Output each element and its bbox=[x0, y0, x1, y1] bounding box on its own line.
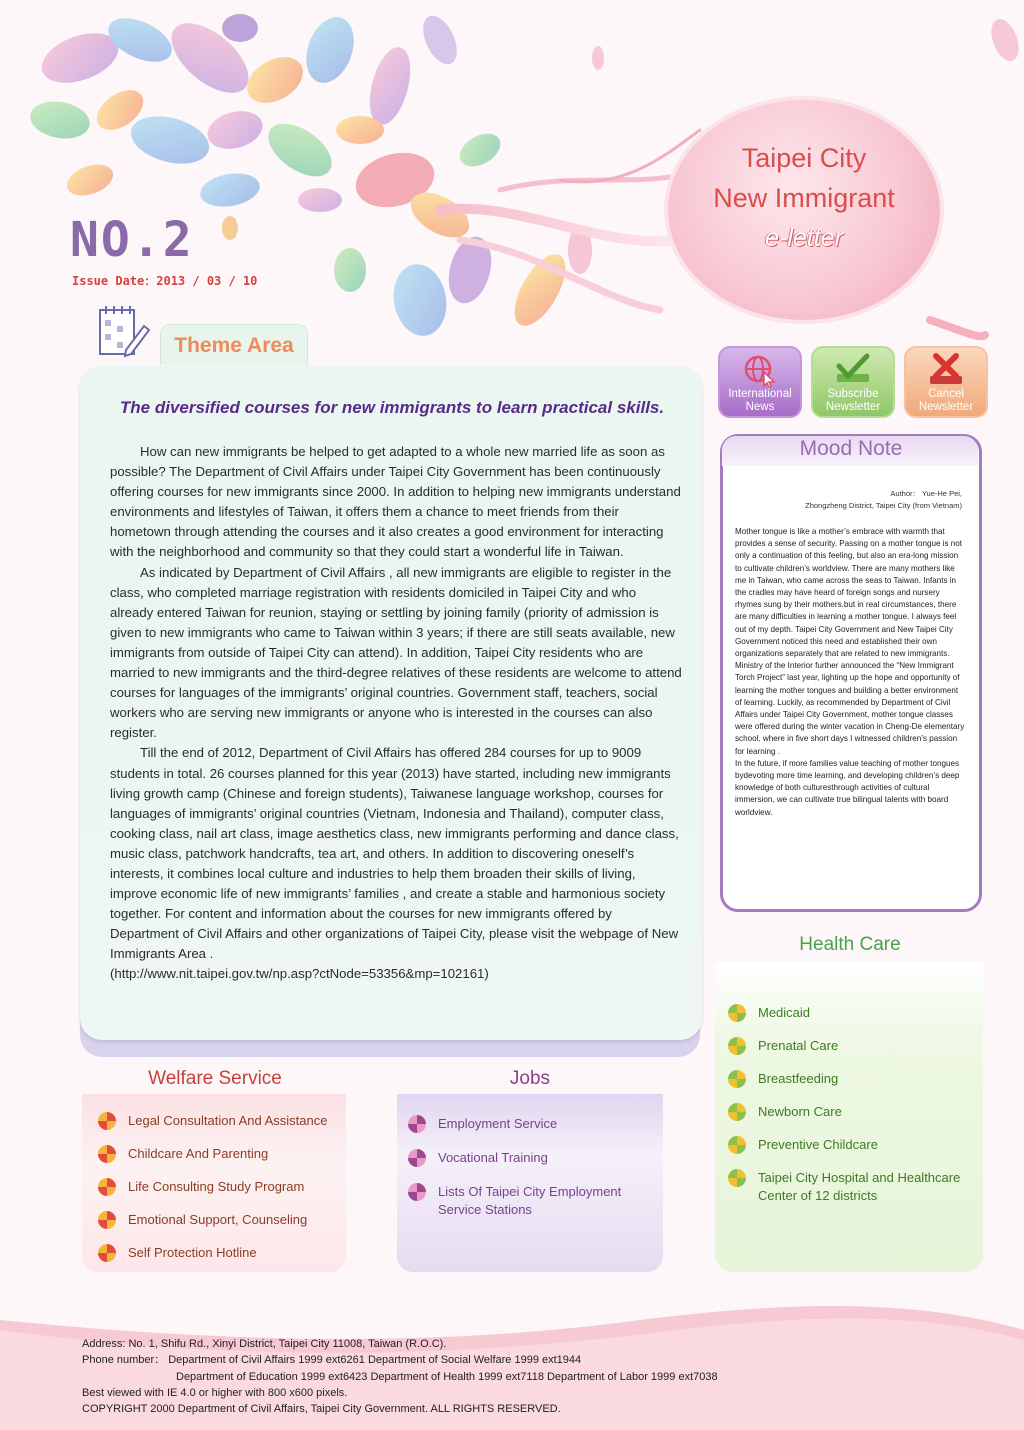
link-label: Prenatal Care bbox=[758, 1038, 839, 1053]
bullet-icon bbox=[98, 1211, 116, 1229]
link-label: Life Consulting Study Program bbox=[128, 1179, 305, 1194]
bullet-icon bbox=[98, 1112, 116, 1130]
cancel-newsletter-button[interactable] bbox=[904, 346, 988, 418]
jobs-title: Jobs bbox=[509, 1068, 551, 1089]
author-line: Author： Yue-He Pei, bbox=[890, 489, 962, 498]
welfare-link-childcare[interactable] bbox=[98, 1145, 346, 1163]
bullet-icon bbox=[728, 1037, 746, 1055]
bullet-icon bbox=[408, 1149, 426, 1167]
bullet-icon bbox=[98, 1145, 116, 1163]
footer-address: Address: No. 1, Shifu Rd., Xinyi District, Taipei City 11008, Taiwan (R.O.C). bbox=[82, 1338, 447, 1350]
welfare-service-title: Welfare Service bbox=[148, 1068, 282, 1089]
cross-icon bbox=[926, 352, 966, 388]
check-icon bbox=[833, 352, 873, 388]
link-label: Preventive Childcare bbox=[758, 1137, 878, 1152]
mood-note-text bbox=[735, 526, 967, 819]
footer-browser-note: Best viewed with IE 4.0 or higher with 800 x600 pixels. bbox=[82, 1386, 348, 1399]
button-label: Newsletter bbox=[825, 401, 881, 413]
health-link-medicaid[interactable] bbox=[728, 1004, 980, 1022]
issue-date: Issue Date：2013 / 03 / 10 bbox=[72, 274, 258, 288]
author-line: Zhongzheng District, Taipei City (from Vietnam) bbox=[805, 501, 962, 510]
bullet-icon bbox=[408, 1183, 426, 1201]
link-label: Breastfeeding bbox=[758, 1071, 839, 1086]
notepad-pencil-icon bbox=[98, 304, 150, 358]
button-label: International bbox=[728, 388, 792, 400]
health-link-newborn[interactable] bbox=[728, 1103, 980, 1121]
link-label: Childcare And Parenting bbox=[128, 1146, 269, 1161]
issue-number: NO.2 bbox=[70, 212, 194, 268]
newsletter-title-badge bbox=[668, 100, 940, 320]
article-paragraph: As indicated by Department of Civil Affairs , all new immigrants are eligible to register in the class, who completed marriage registration with residents domiciled in Taipei City and who already entered Taiwan for reunion, staying or settling by joining family (priority of admission is given to new immigrants who came to Taiwan within 3 years; if there are still seats available, new immigrants from outside of Taipei City can attend). In addition, Taipei City residents who are married to new immigrants and the third-degree relatives of these residents are welcome to attend courses for languages of the immigrants’ original countries. Government staff, teachers, social workers who are serving new immigrants or anyone who is interested in the courses can also register. bbox=[110, 564, 682, 741]
title-line-1: Taipei City bbox=[741, 143, 867, 173]
title-line-3: e-letter bbox=[765, 224, 843, 252]
footer-phone: Department of Education 1999 ext6423 Department of Health 1999 ext7118 Department of Labor 1999 ext7038 bbox=[176, 1370, 718, 1383]
health-link-prenatal[interactable] bbox=[728, 1037, 980, 1055]
health-care-title: Health Care bbox=[799, 934, 901, 955]
health-care-list bbox=[728, 1004, 980, 1220]
bullet-icon bbox=[728, 1169, 746, 1187]
jobs-link-employment[interactable] bbox=[408, 1115, 658, 1133]
link-label: Self Protection Hotline bbox=[128, 1245, 257, 1260]
link-label: Vocational Training bbox=[438, 1150, 548, 1165]
jobs-link-vocational[interactable] bbox=[408, 1149, 658, 1167]
footer-phone: Phone number： Department of Civil Affairs 1999 ext6261 Department of Social Welfare 1999 ext1944 bbox=[82, 1354, 582, 1367]
bullet-icon bbox=[728, 1103, 746, 1121]
article-body bbox=[110, 442, 682, 985]
button-label: Newsletter bbox=[918, 401, 974, 413]
bullet-icon bbox=[408, 1115, 426, 1133]
link-label: Emotional Support, Counseling bbox=[128, 1212, 308, 1227]
mood-note-author bbox=[736, 488, 962, 512]
link-label: Medicaid bbox=[758, 1005, 811, 1020]
link-label: Newborn Care bbox=[758, 1104, 842, 1119]
link-label: Legal Consultation And Assistance bbox=[128, 1113, 328, 1128]
health-link-breastfeeding[interactable] bbox=[728, 1070, 980, 1088]
article-paragraph: Till the end of 2012, Department of Civil Affairs has offered 284 courses for up to 9009 students in total. 26 courses planned for this year (2013) have started, including new immigrants living growth camp (Chinese and foreign students), Taiwanese language workshop, courses for languages of immigrants’ original countries (Vietnam, Indonesia and Thailand), computer class, cooking class, nail art class, image aesthetics class, new immigrants performing and dance class, music class, patchwork handcrafts, tea art, and others. In addition to discovering oneself’s interests, it combines local culture and industries to help them broaden their skills of living, improve economic life of new immigrants’ families , and create a stable and harmonious society together. For content and information about the courses for new immigrants offered by Department of Civil Affairs and other organizations of Taipei City, please visit the webpage of New Immigrants Area . bbox=[110, 745, 679, 962]
article-headline: The diversified courses for new immigrants to learn practical skills. bbox=[119, 398, 665, 417]
mood-paragraph: In the future, if more families value teaching of mother tongues bydevoting more time learning, and developing children’s deep knowledge of both culturesthrough activities of cultural immersion, we can cultivate true bilingual talents with board worldview. bbox=[735, 758, 960, 817]
link-label: Taipei City Hospital and Healthcare Center of 12 districts bbox=[758, 1170, 961, 1203]
jobs-list bbox=[408, 1115, 658, 1235]
footer-info bbox=[82, 1336, 982, 1417]
mood-paragraph: Mother tongue is like a mother’s embrace with warmth that provides a sense of security. Passing on a mother tongue is not only a continuation of this feeling, but also an era-long mission to cultivate children’s worldview. There are many mothers like me in Taiwan, who came across the seas to Taiwan. Infants in the cradles may have heard of foreign songs and nursery rhymes sung by their mothers.but in real circumstances, there are many difficulties in learning a mother tongue. I always feel out of my depth. Taipei City Government and New Taipei City Government noticed this need and established their own organizations separately that are related to new immigrants. Ministry of the Interior further announced the “New Immigrant Torch Project” last year, lighting up the hope and opportunity of learning the mother tongues and building a better environment of learning. Luckily, as recommended by Department of Civil Affairs under Taipei City Government, mother tongue classes were offered during the winter vacation in Cheng-De elementary school, where in five short days I witnessed children’s passion for learning . bbox=[735, 527, 965, 756]
link-label: Lists Of Taipei City Employment Service Stations bbox=[438, 1184, 622, 1217]
mood-note-title: Mood Note bbox=[799, 437, 903, 460]
subscribe-newsletter-button[interactable] bbox=[811, 346, 895, 418]
title-line-2: New Immigrant bbox=[713, 183, 895, 213]
button-label: Cancel bbox=[928, 388, 964, 400]
link-label: Employment Service bbox=[438, 1116, 558, 1131]
button-label: News bbox=[745, 401, 775, 413]
globe-cursor-icon bbox=[740, 352, 780, 388]
international-news-button[interactable] bbox=[718, 346, 802, 418]
bullet-icon bbox=[728, 1070, 746, 1088]
bullet-icon bbox=[98, 1244, 116, 1262]
health-link-preventive[interactable] bbox=[728, 1136, 980, 1154]
welfare-link-legal[interactable] bbox=[98, 1112, 346, 1130]
jobs-link-stations[interactable] bbox=[408, 1183, 658, 1219]
welfare-link-hotline[interactable] bbox=[98, 1244, 346, 1262]
article-paragraph: How can new immigrants be helped to get adapted to a whole new married life as soon as possible? The Department of Civil Affairs under Taipei City Government has been continuously offering courses for new immigrants since 2000. In addition to helping new immigrants understand environments and lifestyles of Taiwan, it offers them a chance to meet friends from their hometown through attending the courses and it also creates a good environment for interacting with the neighborhood and community so that they could start a wonderful life in Taiwan. bbox=[110, 444, 681, 560]
tab-theme-area[interactable]: Theme Area bbox=[160, 324, 308, 365]
welfare-link-life-consulting[interactable] bbox=[98, 1178, 346, 1196]
article-link[interactable]: (http://www.nit.taipei.gov.tw/np.asp?ctNode=53356&mp=102161) bbox=[110, 966, 489, 982]
button-label: Subscribe bbox=[827, 388, 879, 400]
health-link-hospital[interactable] bbox=[728, 1169, 980, 1205]
footer-copyright: COPYRIGHT 2000 Department of Civil Affairs, Taipei City Government. ALL RIGHTS RESERVED. bbox=[82, 1403, 561, 1416]
bullet-icon bbox=[98, 1178, 116, 1196]
welfare-link-emotional-support[interactable] bbox=[98, 1211, 346, 1229]
welfare-service-list bbox=[98, 1112, 346, 1277]
bullet-icon bbox=[728, 1136, 746, 1154]
bullet-icon bbox=[728, 1004, 746, 1022]
